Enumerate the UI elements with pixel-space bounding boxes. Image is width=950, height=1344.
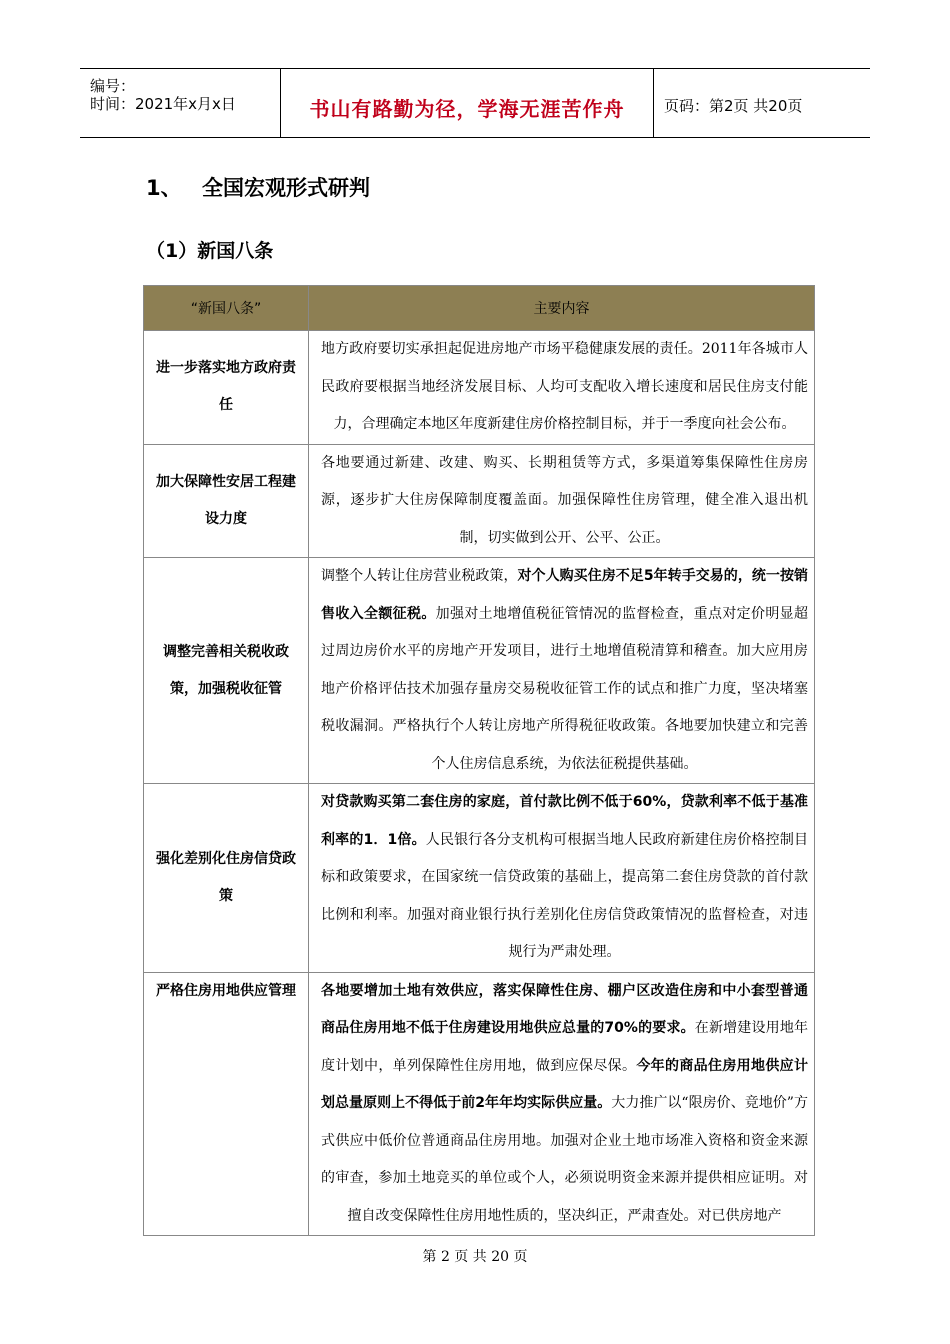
policy-title: 严格住房用地供应管理 — [144, 972, 309, 1236]
table-body — [144, 331, 815, 1236]
policy-title: 进一步落实地方政府责任 — [144, 331, 309, 445]
emphasis-text: 对贷款购买第二套住房的家庭，首付款比例不低于60%，贷款利率不低于基准利率的1．1倍。 — [321, 794, 808, 848]
page-info: 页码：第2页 共20页 — [664, 97, 803, 115]
column-header-policy: “新国八条” — [144, 286, 309, 331]
table-row — [144, 331, 815, 445]
time-label: 时间：2021年x月x日 — [90, 95, 236, 113]
emphasis-text: 对个人购买住房不足5年转手交易的，统一按销售收入全额征税。 — [321, 568, 808, 622]
number-label: 编号： — [90, 77, 136, 95]
section-title: 全国宏观形式研判 — [202, 176, 370, 200]
header-meta-cell — [80, 69, 281, 137]
table-row — [144, 558, 815, 784]
policy-content — [309, 784, 815, 973]
content-text: 各地要通过新建、改建、购买、长期租赁等方式，多渠道筹集保障性住房房源，逐步扩大住房保障制度覆盖面。加强保障性住房管理，健全准入退出机制，切实做到公开、公平、公正。 — [321, 454, 808, 546]
content-text: 加强对土地增值税征管情况的监督检查，重点对定价明显超过周边房价水平的房地产开发项目，进行土地增值税清算和稽查。加大应用房地产价格评估技术加强存量房交易税收征管工作的试点和推广力度，坚决堵塞税收漏洞。严格执行个人转让房地产所得税征收政策。各地要加快建立和完善个人住房信息系统，为依法征税提供基础。 — [321, 605, 809, 772]
policy-content — [309, 331, 815, 445]
subsection-heading: （1）新国八条 — [146, 240, 274, 262]
page-header — [80, 68, 870, 138]
policy-content — [309, 972, 815, 1236]
motto: 书山有路勤为径，学海无涯苦作舟 — [309, 97, 625, 121]
content-text: 大力推广以“限房价、竞地价”方式供应中低价位普通商品住房用地。加强对企业土地市场准入资格和资金来源的审查，参加土地竞买的单位或个人，必须说明资金来源并提供相应证明。对擅自改变保障性住房用地性质的，坚决纠正，严肃查处。对已供房地产 — [321, 1095, 808, 1224]
table-header-row — [144, 286, 815, 331]
column-header-content: 主要内容 — [309, 286, 815, 331]
table-row — [144, 444, 815, 558]
content-text: 地方政府要切实承担起促进房地产市场平稳健康发展的责任。2011年各城市人民政府要根据当地经济发展目标、人均可支配收入增长速度和居民住房支付能力，合理确定本地区年度新建住房价格控制目标，并于一季度向社会公布。 — [321, 341, 808, 432]
policy-table — [143, 285, 815, 1236]
header-motto-cell — [281, 69, 654, 137]
page-footer: 第 2 页 共 20 页 — [422, 1249, 528, 1265]
content-text: 调整个人转让住房营业税政策， — [321, 568, 518, 584]
policy-content — [309, 558, 815, 784]
policy-content — [309, 444, 815, 558]
policy-title: 强化差别化住房信贷政策 — [144, 784, 309, 973]
section-number: 1、 — [146, 176, 182, 200]
table-row — [144, 972, 815, 1236]
emphasis-text: 今年的商品住房用地供应计划总量原则上不得低于前2年年均实际供应量。 — [321, 1057, 809, 1111]
section-heading — [146, 172, 370, 202]
emphasis-text: 各地要增加土地有效供应，落实保障性住房、棚户区改造住房和中小套型普通商品住房用地不低于住房建设用地供应总量的70%的要求。 — [321, 982, 808, 1036]
header-page-cell — [654, 69, 870, 137]
policy-title: 调整完善相关税收政策，加强税收征管 — [144, 558, 309, 784]
content-text: 人民银行各分支机构可根据当地人民政府新建住房价格控制目标和政策要求，在国家统一信贷政策的基础上，提高第二套住房贷款的首付款比例和利率。加强对商业银行执行差别化住房信贷政策情况的监督检查，对违规行为严肃处理。 — [321, 831, 808, 960]
table-row — [144, 784, 815, 973]
policy-title: 加大保障性安居工程建设力度 — [144, 444, 309, 558]
content-text: 在新增建设用地年度计划中，单列保障性住房用地，做到应保尽保。 — [321, 1020, 808, 1074]
